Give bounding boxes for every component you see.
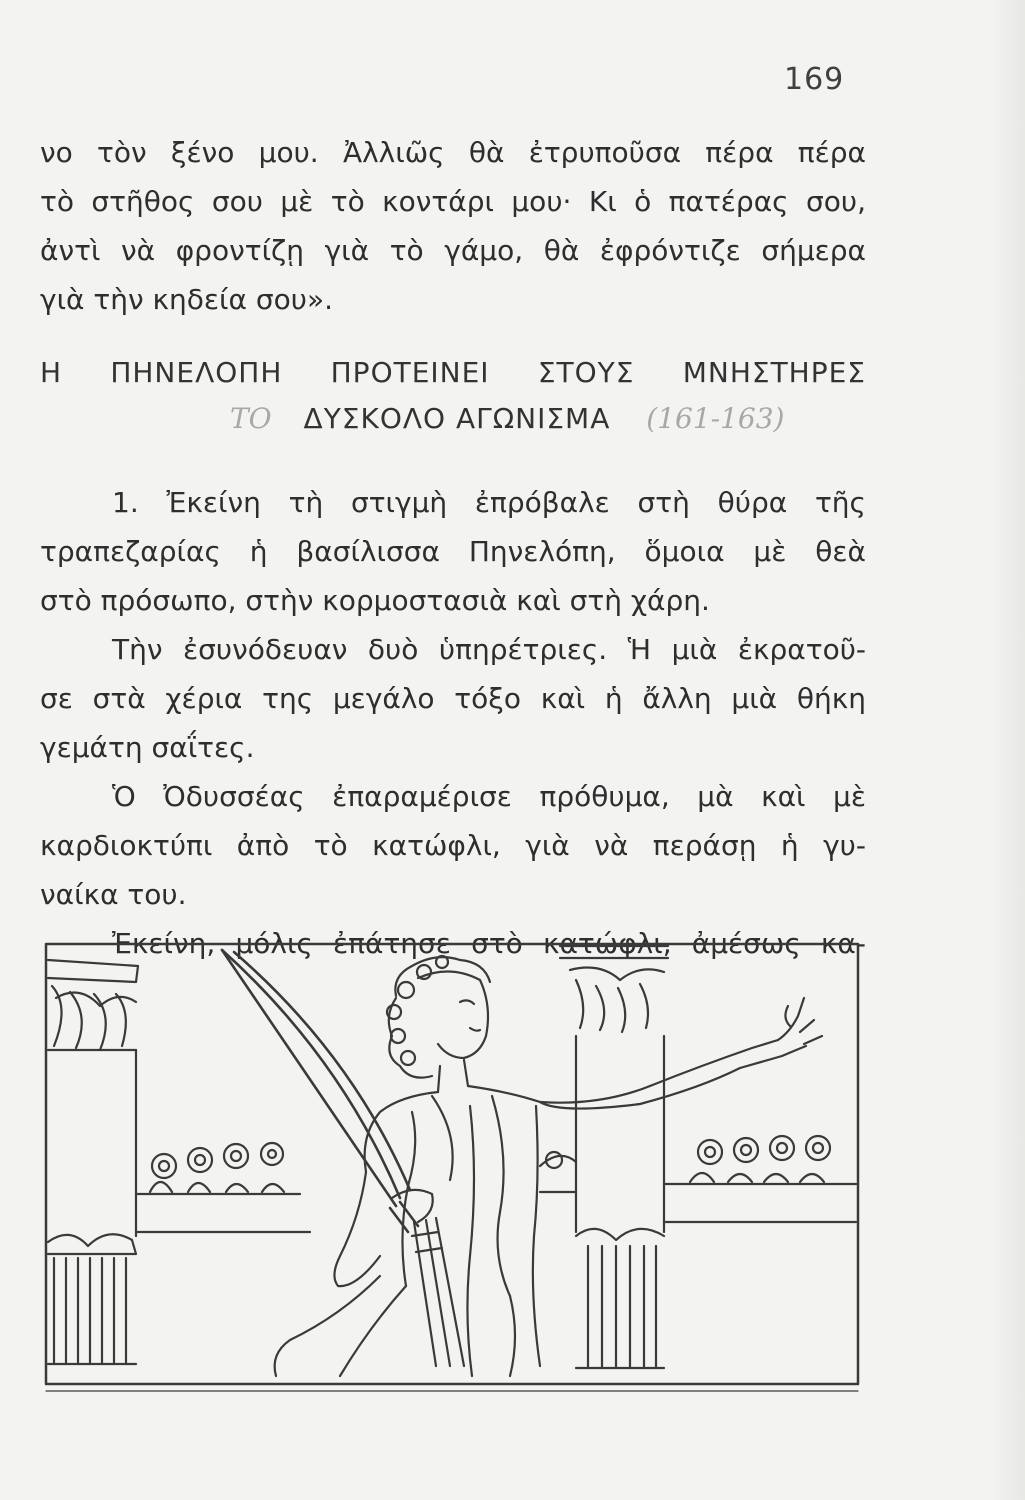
text-line: 1. Ἐκείνη τὴ στιγμὴ ἐπρόβαλε στὴ θύρα τῆς [112,486,866,519]
text-line: ἀντὶ νὰ φροντίζῃ γιὰ τὸ γάμο, θὰ ἐφρόντιζε σήμερα [40,234,866,267]
spiral-frieze-left [136,1143,310,1232]
text-line: σε στὰ χέρια της μεγάλο τόξο καὶ ἡ ἄλλη μιὰ θήκη [40,682,866,715]
bow [222,950,418,1232]
illustration-drawing [40,936,864,1396]
right-column [560,946,668,1368]
pencil-annotation: ΤΟ [230,402,272,435]
section-heading [40,350,866,442]
text-line: καρδιοκτύπι ἀπὸ τὸ κατώφλι, γιὰ νὰ περάσῃ ἡ γυ- [40,829,866,862]
text-line: γιὰ τὴν κηδεία σου». [40,283,334,316]
text-line: γεμάτη σαΐτες. [40,731,255,764]
text-line: Τὴν ἐσυνόδευαν δυὸ ὑπηρέτριες. Ἡ μιὰ ἐκρατοῦ- [112,633,866,666]
body-text [40,478,866,968]
left-column [48,960,138,1364]
heading-line-2-text: ΔΥΣΚΟΛΟ ΑΓΩΝΙΣΜΑ [303,402,611,435]
text-line: στὸ πρόσωπο, στὴν κορμοστασιὰ καὶ στὴ χάρη. [40,584,710,617]
page-edge-shadow [991,0,1025,1500]
page-number: 169 [784,62,845,97]
pencil-page-reference: (161-163) [646,402,785,435]
illustration-penelope [40,936,864,1396]
text-line: τὸ στῆθος σου μὲ τὸ κοντάρι μου· Κι ὁ πατέρας σου, [40,185,866,218]
text-line: νο τὸν ξένο μου. Ἀλλιῶς θὰ ἐτρυποῦσα πέρα πέρα [40,136,866,169]
spiral-frieze-right [540,1136,856,1222]
top-paragraph [40,128,866,324]
heading-line-2 [40,396,866,442]
heading-line-1: Η ΠΗΝΕΛΟΠΗ ΠΡΟΤΕΙΝΕΙ ΣΤΟΥΣ ΜΝΗΣΤΗΡΕΣ [40,356,866,389]
text-line: ναίκα του. [40,878,187,911]
text-line: Ἐκείνη, μόλις ἐπάτησε στὸ κατώφλι, ἀμέσως κα- [112,927,866,960]
text-line: τραπεζαρίας ἡ βασίλισσα Πηνελόπη, ὅμοια μὲ θεὰ [40,535,866,568]
text-line: Ὁ Ὀδυσσέας ἐπαραμέρισε πρόθυμα, μὰ καὶ μὲ [112,780,866,813]
